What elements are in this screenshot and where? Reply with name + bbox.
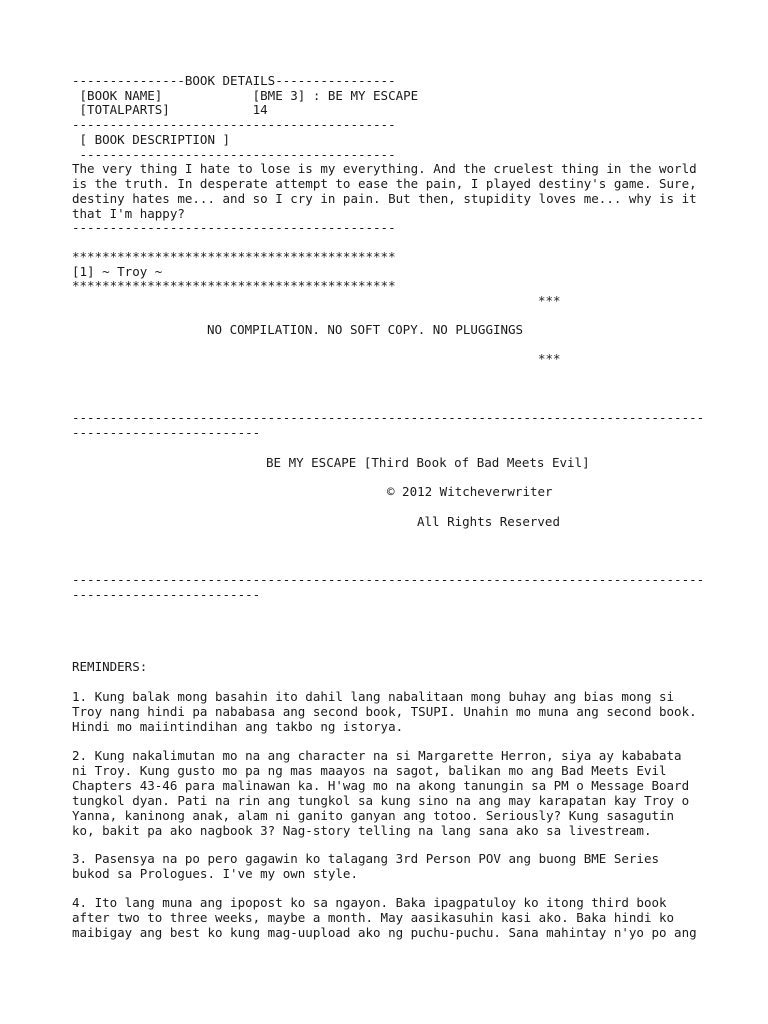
rights-reserved: All Rights Reserved (417, 514, 560, 529)
star-divider: ******************************************* (72, 249, 396, 264)
book-details-header: ---------------BOOK DETAILS---------------- (72, 73, 396, 88)
asterisks: *** (538, 351, 561, 366)
no-compilation-notice: NO COMPILATION. NO SOFT COPY. NO PLUGGINGS (207, 322, 524, 337)
divider: ------------------------------------------ (72, 147, 396, 162)
reminder-item: 1. Kung balak mong basahin ito dahil lang nabalitaan mong buhay ang bias mong si Troy nang hindi pa nababasa ang second book, TSUPI. Unahin mo muna ang second book. Hindi mo maiintindihan ang takbo ng istorya. (72, 689, 697, 734)
book-name-row: [BOOK NAME] [BME 3] : BE MY ESCAPE (72, 88, 419, 103)
divider: ------------------------------------------- (72, 117, 396, 132)
reminders-heading: REMINDERS: (72, 659, 148, 674)
asterisks: *** (538, 293, 561, 308)
description-text: The very thing I hate to lose is my everything. And the cruelest thing in the world is the truth. In desperate attempt to ease the pain, I played destiny's game. Sure, destiny hates me... and so I cry in pain. But then, stupidity loves me... why is it that I'm happy? (72, 161, 697, 221)
long-divider: ------------------------------------------------------------------------------------ ------------------------- (72, 410, 705, 440)
star-divider: ******************************************* (72, 278, 396, 293)
long-divider: ------------------------------------------------------------------------------------ ------------------------- (72, 572, 705, 602)
chapter-title: [1] ~ Troy ~ (72, 264, 163, 279)
reminder-item: 2. Kung nakalimutan mo na ang character na si Margarette Herron, siya ay kababata ni Troy. Kung gusto mo pa ng mas maayos na sagot, balikan mo ang Bad Meets Evil Chapters 43-46 para malinawan ka. H'wag mo na akong tanungin sa PM o Message Board tungkol dyan. Pati na rin ang tungkol sa kung sino na ang may karapatan kay Troy o Yanna, kaninong anak, alam ni ganito ganyan ang totoo. Seriously? Kung sasagutin ko, bakit pa ako nagbook 3? Nag-story telling na lang sana ako sa livestream. (72, 748, 690, 838)
divider: ------------------------------------------- (72, 220, 396, 235)
total-parts-row: [TOTALPARTS] 14 (72, 102, 268, 117)
book-title: BE MY ESCAPE [Third Book of Bad Meets Evil] (266, 455, 590, 470)
description-header: [ BOOK DESCRIPTION ] (72, 132, 231, 147)
reminder-item: 3. Pasensya na po pero gagawin ko talagang 3rd Person POV ang buong BME Series bukod sa Prologues. I've my own style. (72, 851, 659, 881)
copyright-line: © 2012 Witcheverwriter (387, 484, 553, 499)
reminder-item: 4. Ito lang muna ang ipopost ko sa ngayon. Baka ipagpatuloy ko itong third book after two to three weeks, maybe a month. May aasikasuhin kasi ako. Baka hindi ko maibigay ang best ko kung mag-uupload ako ng puchu-puchu. Sana mahintay n'yo po ang (72, 895, 697, 940)
